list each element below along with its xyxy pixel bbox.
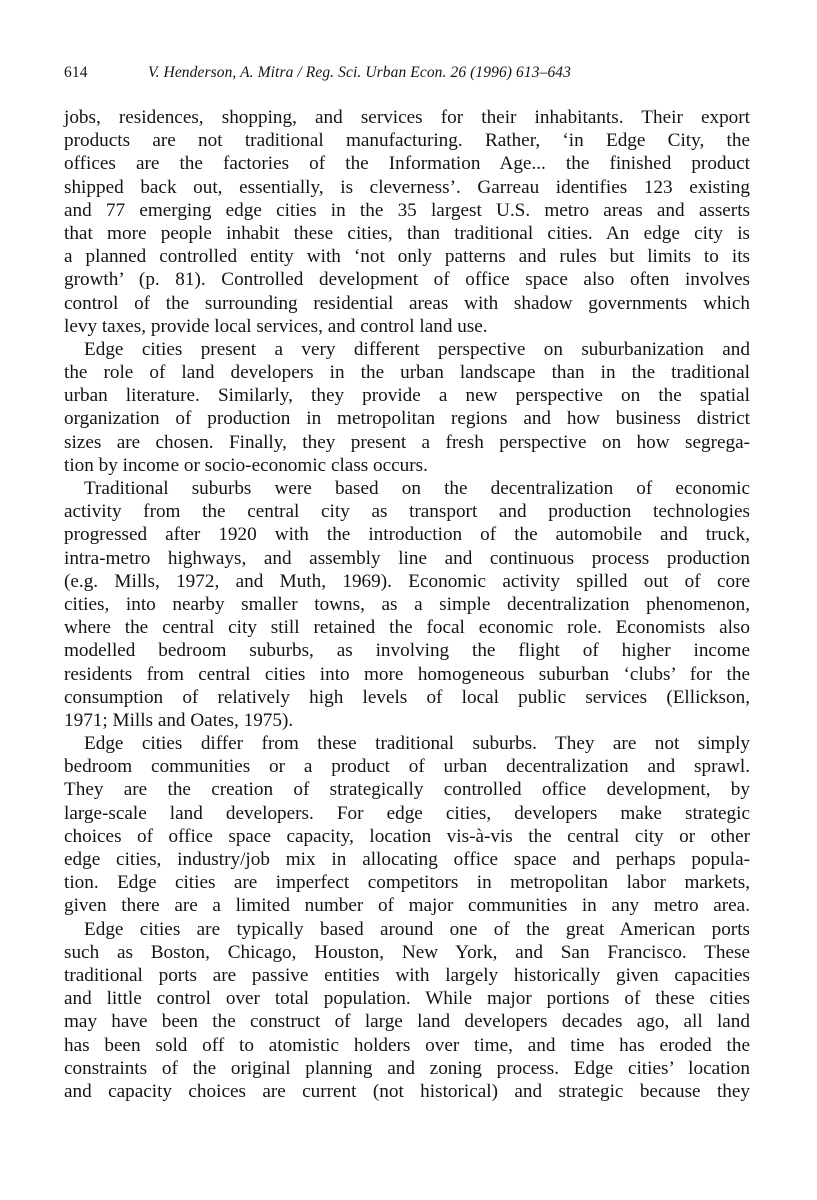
paragraph-5 bbox=[64, 918, 750, 1104]
text-line: Edge cities present a very different perspective on suburbanization and bbox=[84, 338, 750, 360]
text-line: 1971; Mills and Oates, 1975). bbox=[64, 709, 294, 731]
text-line: cities, into nearby smaller towns, as a simple decentralization phenomenon, bbox=[64, 593, 750, 615]
text-line: where the central city still retained the focal economic role. Economists also bbox=[64, 617, 750, 639]
text-line: activity from the central city as transport and production technologies bbox=[64, 501, 750, 523]
text-line: sizes are chosen. Finally, they present a fresh perspective on how segrega- bbox=[64, 431, 750, 453]
text-line: shipped back out, essentially, is cleverness’. Garreau identifies 123 existing bbox=[64, 176, 750, 198]
text-line: (e.g. Mills, 1972, and Muth, 1969). Economic activity spilled out of core bbox=[64, 570, 750, 592]
text-line: urban literature. Similarly, they provide a new perspective on the spatial bbox=[64, 385, 750, 407]
text-line: modelled bedroom suburbs, as involving the flight of higher income bbox=[64, 640, 750, 662]
text-line: large-scale land developers. For edge cities, developers make strategic bbox=[64, 802, 750, 824]
text-line: the role of land developers in the urban landscape than in the traditional bbox=[64, 362, 750, 384]
text-line: traditional ports are passive entities with largely historically given capacities bbox=[64, 964, 750, 986]
text-line: a planned controlled entity with ‘not only patterns and rules but limits to its bbox=[64, 246, 750, 268]
text-line: tion. Edge cities are imperfect competitors in metropolitan labor markets, bbox=[64, 872, 750, 894]
text-line: and little control over total population. While major portions of these cities bbox=[64, 988, 750, 1010]
text-line: levy taxes, provide local services, and control land use. bbox=[64, 315, 488, 337]
text-line: such as Boston, Chicago, Houston, New York, and San Francisco. These bbox=[64, 941, 750, 963]
journal-citation: V. Henderson, A. Mitra / Reg. Sci. Urban Econ. 26 (1996) 613–643 bbox=[148, 64, 571, 81]
text-line: offices are the factories of the Information Age... the finished product bbox=[64, 153, 750, 175]
text-line: control of the surrounding residential areas with shadow governments which bbox=[64, 292, 750, 314]
text-line: and 77 emerging edge cities in the 35 largest U.S. metro areas and asserts bbox=[64, 199, 750, 221]
text-line: They are the creation of strategically controlled office development, by bbox=[64, 779, 750, 801]
text-line: given there are a limited number of major communities in any metro area. bbox=[64, 895, 750, 917]
text-line: Traditional suburbs were based on the decentralization of economic bbox=[84, 478, 750, 499]
page-number: 614 bbox=[64, 64, 88, 81]
text-line: that more people inhabit these cities, than traditional cities. An edge city is bbox=[64, 222, 750, 244]
text-line: consumption of relatively high levels of local public services (Ellickson, bbox=[64, 686, 750, 708]
text-line: may have been the construct of large land developers decades ago, all land bbox=[64, 1011, 750, 1033]
text-line: products are not traditional manufacturing. Rather, ‘in Edge City, the bbox=[64, 130, 750, 152]
text-line: choices of office space capacity, location vis-à-vis the central city or other bbox=[64, 825, 750, 847]
text-line: growth’ (p. 81). Controlled development of office space also often involves bbox=[64, 269, 750, 291]
text-line: constraints of the original planning and zoning process. Edge cities’ location bbox=[64, 1057, 750, 1079]
text-line: Edge cities differ from these traditional suburbs. They are not simply bbox=[84, 733, 750, 755]
paragraph-4 bbox=[64, 732, 750, 918]
text-line: and capacity choices are current (not historical) and strategic because they bbox=[64, 1080, 750, 1102]
running-head bbox=[64, 64, 750, 86]
paragraph-1 bbox=[64, 106, 750, 338]
text-line: organization of production in metropolitan regions and how business district bbox=[64, 408, 750, 430]
text-line: tion by income or socio-economic class occurs. bbox=[64, 454, 428, 476]
text-line: jobs, residences, shopping, and services for their inhabitants. Their export bbox=[64, 107, 750, 128]
text-line: edge cities, industry/job mix in allocating office space and perhaps popula- bbox=[64, 849, 750, 870]
text-line: residents from central cities into more homogeneous suburban ‘clubs’ for the bbox=[64, 663, 750, 685]
text-line: bedroom communities or a product of urban decentralization and sprawl. bbox=[64, 756, 750, 778]
journal-page bbox=[64, 64, 750, 1103]
text-line: progressed after 1920 with the introduction of the automobile and truck, bbox=[64, 524, 750, 546]
text-line: intra-metro highways, and assembly line and continuous process production bbox=[64, 547, 750, 569]
paragraph-3 bbox=[64, 477, 750, 732]
text-line: Edge cities are typically based around one of the great American ports bbox=[84, 918, 750, 940]
paragraph-2 bbox=[64, 338, 750, 477]
body-text bbox=[64, 106, 750, 1103]
text-line: has been sold off to atomistic holders over time, and time has eroded the bbox=[64, 1034, 750, 1056]
